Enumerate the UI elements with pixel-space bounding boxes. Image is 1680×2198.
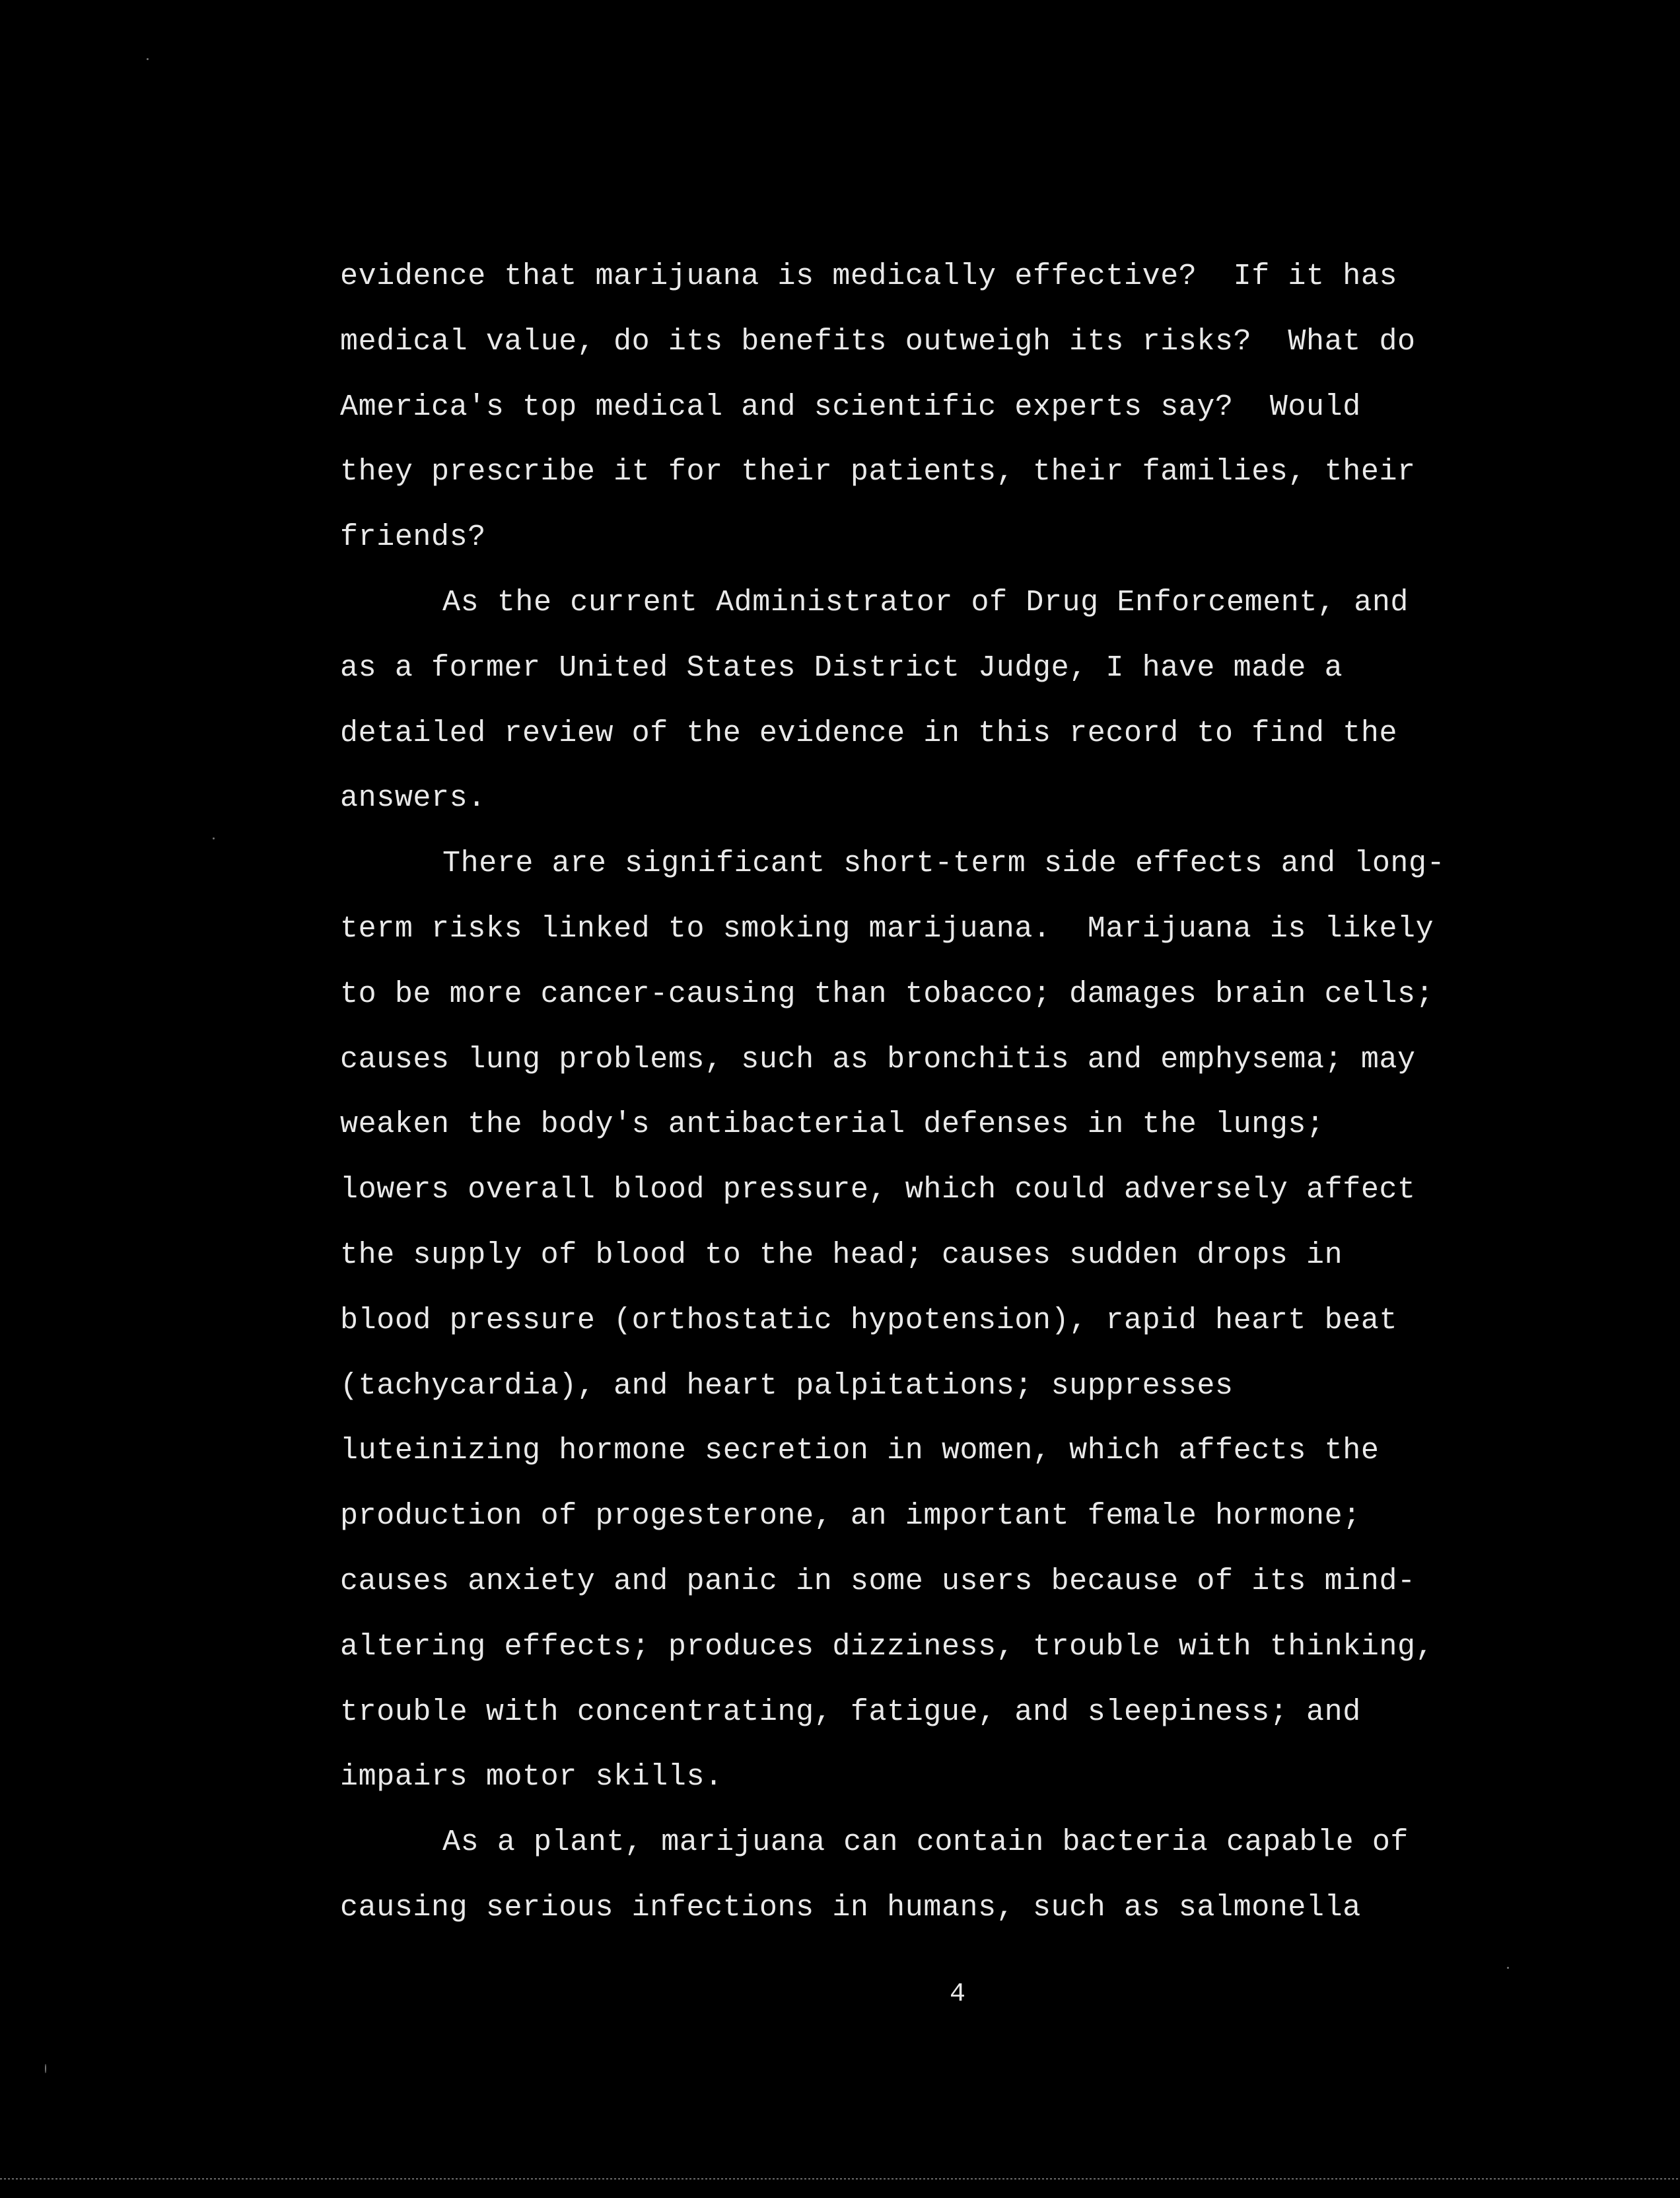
text-line: causes lung problems, such as bronchitis and emphysema; may: [340, 1042, 1416, 1077]
text-line: impairs motor skills.: [340, 1760, 723, 1794]
text-line: production of progesterone, an important female hormone;: [340, 1499, 1361, 1534]
text-line: There are significant short-term side effects and long-: [442, 847, 1446, 881]
body-text: [340, 244, 1568, 1941]
page-number: 4: [949, 1979, 965, 2009]
text-line: As the current Administrator of Drug Enforcement, and: [442, 585, 1409, 620]
scan-speck: [1507, 1967, 1509, 1969]
text-line: As a plant, marijuana can contain bacteria capable of: [442, 1826, 1409, 1860]
text-line: lowers overall blood pressure, which could adversely affect: [340, 1173, 1416, 1207]
text-line: as a former United States District Judge, I have made a: [340, 651, 1343, 685]
scan-speck: [213, 837, 215, 839]
paragraph: [340, 1810, 1568, 1941]
text-line: the supply of blood to the head; causes sudden drops in: [340, 1238, 1343, 1272]
text-line: medical value, do its benefits outweigh its risks? What do: [340, 324, 1416, 359]
text-line: evidence that marijuana is medically effective? If it has: [340, 260, 1398, 293]
text-line: answers.: [340, 781, 486, 816]
text-line: altering effects; produces dizziness, trouble with thinking,: [340, 1629, 1434, 1664]
text-line: to be more cancer-causing than tobacco; damages brain cells;: [340, 977, 1434, 1011]
text-line: causing serious infections in humans, such as salmonella: [340, 1890, 1361, 1925]
text-line: America's top medical and scientific experts say? Would: [340, 390, 1361, 424]
paragraph: [340, 571, 1568, 832]
text-line: they prescribe it for their patients, their families, their: [340, 455, 1416, 489]
text-line: friends?: [340, 520, 486, 555]
paragraph: [340, 244, 1568, 571]
scan-speck: [147, 58, 149, 60]
text-line: blood pressure (orthostatic hypotension), rapid heart beat: [340, 1303, 1398, 1337]
text-line: causes anxiety and panic in some users because of its mind-: [340, 1564, 1416, 1598]
text-line: term risks linked to smoking marijuana. Marijuana is likely: [340, 911, 1434, 946]
text-line: weaken the body's antibacterial defenses in the lungs;: [340, 1108, 1325, 1142]
paragraph: [340, 832, 1568, 1810]
scan-speck: [45, 2064, 46, 2073]
text-line: luteinizing hormone secretion in women, which affects the: [340, 1434, 1380, 1468]
text-line: detailed review of the evidence in this record to find the: [340, 716, 1398, 750]
text-line: (tachycardia), and heart palpitations; suppresses: [340, 1368, 1234, 1403]
text-line: trouble with concentrating, fatigue, and sleepiness; and: [340, 1695, 1361, 1729]
scan-edge: [0, 2178, 1680, 2180]
